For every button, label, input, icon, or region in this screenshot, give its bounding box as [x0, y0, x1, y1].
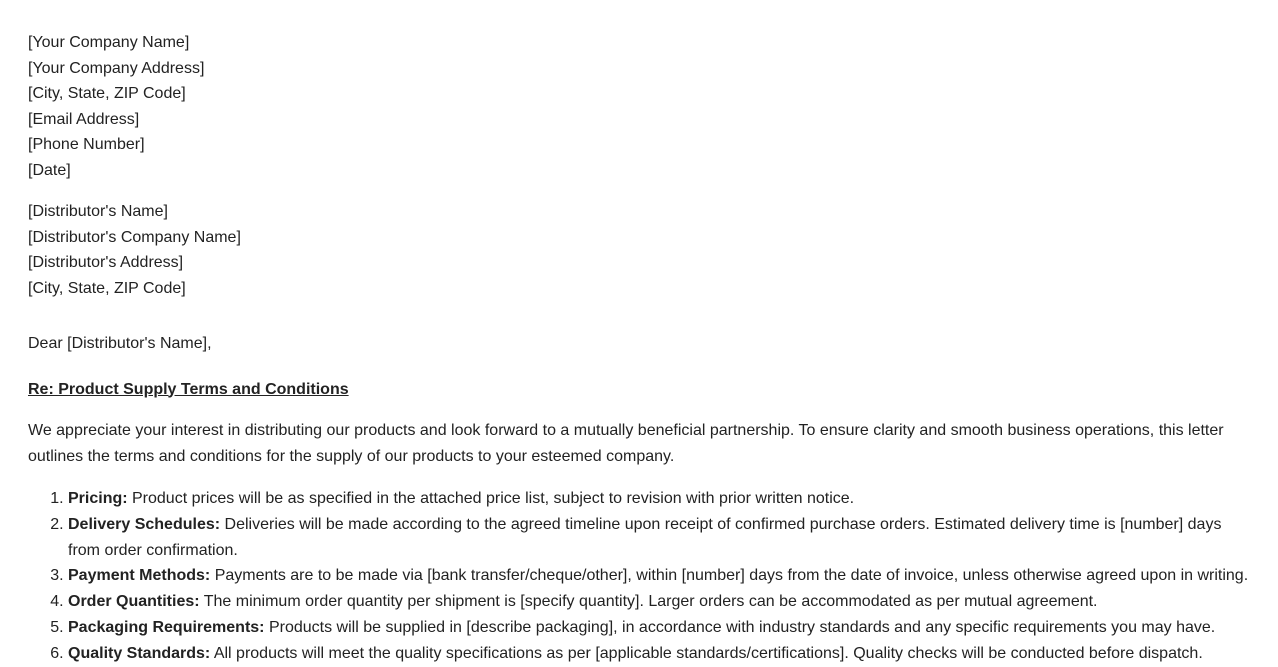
terms-list	[28, 486, 1250, 667]
intro-paragraph: We appreciate your interest in distributing our products and look forward to a mutually beneficial partnership. To ensure clarity and smooth business operations, this letter outlines the terms and conditions for the supply of our products to your esteemed company.	[28, 422, 1224, 465]
recipient-block	[28, 199, 1250, 301]
sender-block	[28, 30, 1250, 183]
sender-city-state-zip: [City, State, ZIP Code]	[28, 85, 186, 102]
salutation: Dear [Distributor's Name],	[28, 335, 212, 352]
term-text: Deliveries will be made according to the agreed timeline upon receipt of confirmed purchase orders. Estimated delivery time is [number] days from order confirmation.	[68, 515, 1222, 559]
term-item-quality-standards	[68, 641, 1250, 667]
term-item-packaging-requirements	[68, 615, 1250, 641]
term-item-delivery-schedules	[68, 512, 1250, 564]
term-item-pricing	[68, 486, 1250, 512]
term-text: Payments are to be made via [bank transfer/cheque/other], within [number] days from the date of invoice, unless otherwise agreed upon in writing.	[210, 567, 1249, 585]
letter-date: [Date]	[28, 161, 71, 179]
term-title: Delivery Schedules:	[68, 515, 221, 533]
term-title: Order Quantities:	[68, 593, 200, 611]
term-item-payment-methods	[68, 563, 1250, 589]
sender-phone: [Phone Number]	[28, 136, 145, 153]
recipient-company-name: [Distributor's Company Name]	[28, 228, 241, 246]
term-title: Payment Methods:	[68, 567, 211, 585]
term-text: Products will be supplied in [describe packaging], in accordance with industry standards and any specific requirements you may have.	[264, 618, 1216, 636]
term-title: Quality Standards:	[68, 644, 211, 662]
term-item-order-quantities	[68, 589, 1250, 615]
recipient-city-state-zip: [City, State, ZIP Code]	[28, 279, 186, 297]
term-title: Packaging Requirements:	[68, 618, 265, 636]
recipient-address: [Distributor's Address]	[28, 254, 184, 271]
term-text: All products will meet the quality specifications as per [applicable standards/certifications]. Quality checks will be conducted before dispatch.	[210, 644, 1203, 662]
sender-email: [Email Address]	[28, 110, 140, 128]
term-text: Product prices will be as specified in the attached price list, subject to revision with prior written notice.	[127, 490, 855, 507]
sender-company-name: [Your Company Name]	[28, 34, 190, 51]
term-title: Pricing:	[68, 490, 128, 507]
subject-line: Re: Product Supply Terms and Conditions	[28, 380, 349, 398]
sender-company-address: [Your Company Address]	[28, 59, 205, 77]
recipient-name: [Distributor's Name]	[28, 203, 168, 220]
term-text: The minimum order quantity per shipment is [specify quantity]. Larger orders can be accommodated as per mutual agreement.	[199, 593, 1098, 611]
